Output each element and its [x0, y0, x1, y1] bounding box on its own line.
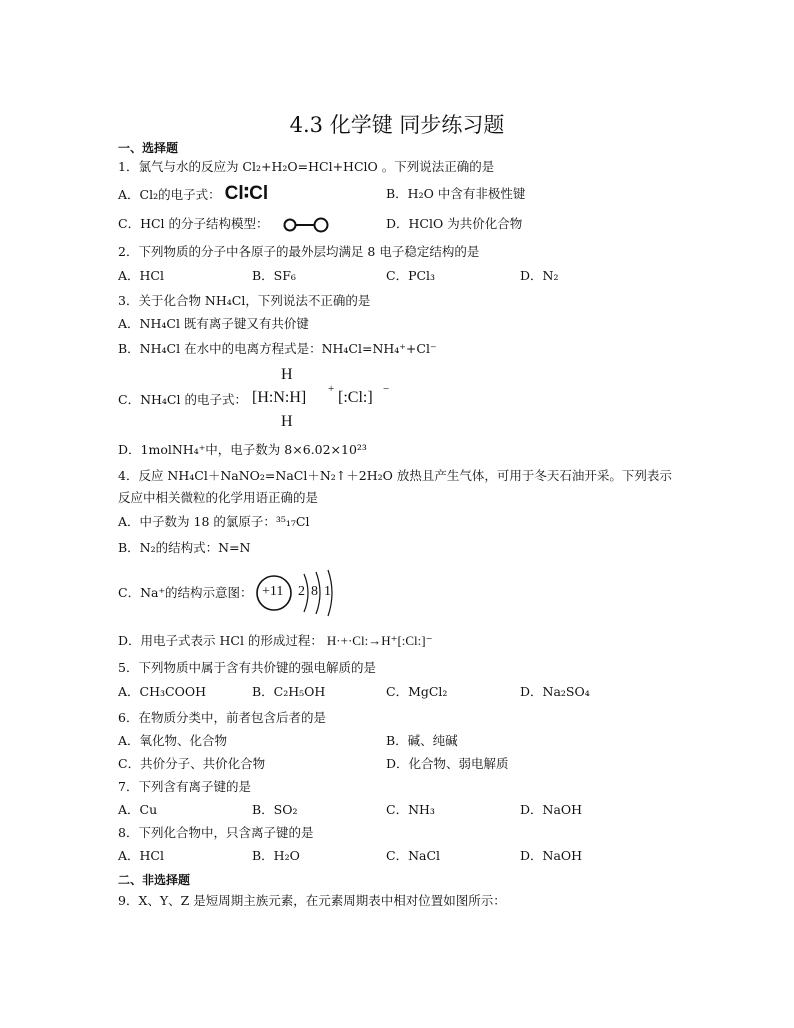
section-heading-choice: 一、选择题 — [118, 141, 179, 155]
q6-option-b: B．碱、纯碱 — [386, 733, 458, 748]
page-title: 4.3 化学键 同步练习题 — [289, 113, 505, 137]
q3-stem: 3．关于化合物 NH₄Cl，下列说法不正确的是 — [118, 293, 371, 308]
q5-option-d: D．Na₂SO₄ — [520, 684, 590, 699]
q6-stem: 6．在物质分类中，前者包含后者的是 — [118, 710, 326, 725]
q4-option-a: A．中子数为 18 的氯原子：³⁵₁₇Cl — [118, 514, 310, 529]
q2-option-b: B．SF₆ — [252, 268, 296, 283]
q3-option-b: B．NH₄Cl 在水中的电离方程式是：NH₄Cl=NH₄⁺+Cl⁻ — [118, 341, 437, 356]
q6-option-a: A．氧化物、化合物 — [118, 733, 228, 748]
q5-option-c: C．MgCl₂ — [386, 684, 448, 699]
nucleus-charge: +11 — [262, 584, 284, 599]
shell-1-electrons: 2 — [298, 584, 305, 599]
q7-option-a: A．Cu — [118, 802, 158, 817]
q2-option-d: D．N₂ — [520, 268, 559, 283]
ed-chloride: [:Cl:] — [338, 389, 373, 406]
q1-option-b: B．H₂O 中含有非极性键 — [386, 186, 526, 201]
q5-stem: 5．下列物质中属于含有共价键的强电解质的是 — [118, 660, 376, 675]
q7-option-b: B．SO₂ — [252, 802, 298, 817]
q9-stem: 9．X、Y、Z 是短周期主族元素，在元素周期表中相对位置如图所示： — [118, 893, 506, 908]
shell-2-electrons: 8 — [311, 584, 318, 599]
q6-option-c: C．共价分子、共价化合物 — [118, 756, 266, 771]
q3-option-d: D．1molNH₄⁺中，电子数为 8×6.02×10²³ — [118, 442, 367, 457]
cl2-electron-formula: Cl∶Cl — [224, 183, 269, 204]
q3-option-c-label: C．NH₄Cl 的电子式： — [118, 392, 247, 407]
q8-option-a: A．HCl — [118, 848, 164, 863]
q2-stem: 2．下列物质的分子中各原子的最外层均满足 8 电子稳定结构的是 — [118, 244, 480, 259]
q1-option-d: D．HClO 为共价化合物 — [386, 216, 523, 231]
q7-option-c: C．NH₃ — [386, 802, 435, 817]
q8-stem: 8．下列化合物中，只含离子键的是 — [118, 825, 314, 840]
q4-stem-line1: 4．反应 NH₄Cl＋NaNO₂=NaCl＋N₂↑＋2H₂O 放热且产生气体，可用于冬天石油开采。下列表示 — [118, 468, 672, 483]
q3-option-a: A．NH₄Cl 既有离子键又有共价键 — [118, 316, 309, 331]
ed-plus-charge: + — [328, 383, 335, 395]
q2-option-c: C．PCl₃ — [386, 268, 436, 283]
q8-option-d: D．NaOH — [520, 848, 583, 863]
q7-option-d: D．NaOH — [520, 802, 583, 817]
q4-stem-line2: 反应中相关微粒的化学用语正确的是 — [118, 490, 319, 505]
q5-option-b: B．C₂H₅OH — [252, 684, 326, 699]
hcl-ball-stick-model-icon — [283, 217, 329, 233]
q6-option-d: D．化合物、弱电解质 — [386, 756, 509, 771]
q8-option-b: B．H₂O — [252, 848, 300, 863]
q1-option-c: C．HCl 的分子结构模型： — [118, 216, 329, 233]
q4-option-d: D．用电子式表示 HCl 的形成过程： H·+·Cl:→H⁺[:Cl:]⁻ — [118, 633, 433, 648]
q1-option-a: A．Cl₂的电子式： Cl∶Cl — [118, 183, 269, 204]
q2-option-a: A．HCl — [118, 268, 164, 283]
q4-option-b: B．N₂的结构式：N=N — [118, 540, 251, 555]
q5-option-a: A．CH₃COOH — [118, 684, 206, 699]
ed-minus-charge: − — [383, 383, 390, 395]
shell-3-electrons: 1 — [324, 584, 331, 599]
hcl-formation-formula: H·+·Cl:→H⁺[:Cl:]⁻ — [326, 633, 433, 648]
section-heading-nonchoice: 二、非选择题 — [118, 873, 191, 887]
q7-stem: 7．下列含有离子键的是 — [118, 779, 251, 794]
ed-h-top: H — [281, 366, 293, 383]
q1-stem: 1．氯气与水的反应为 Cl₂+H₂O=HCl+HClO 。下列说法正确的是 — [118, 159, 495, 174]
q8-option-c: C．NaCl — [386, 848, 441, 863]
q4-option-c-label: C．Na⁺的结构示意图： — [118, 585, 253, 600]
ed-h-bottom: H — [281, 413, 293, 430]
ed-ammonium: [H:N:H] — [252, 389, 307, 406]
